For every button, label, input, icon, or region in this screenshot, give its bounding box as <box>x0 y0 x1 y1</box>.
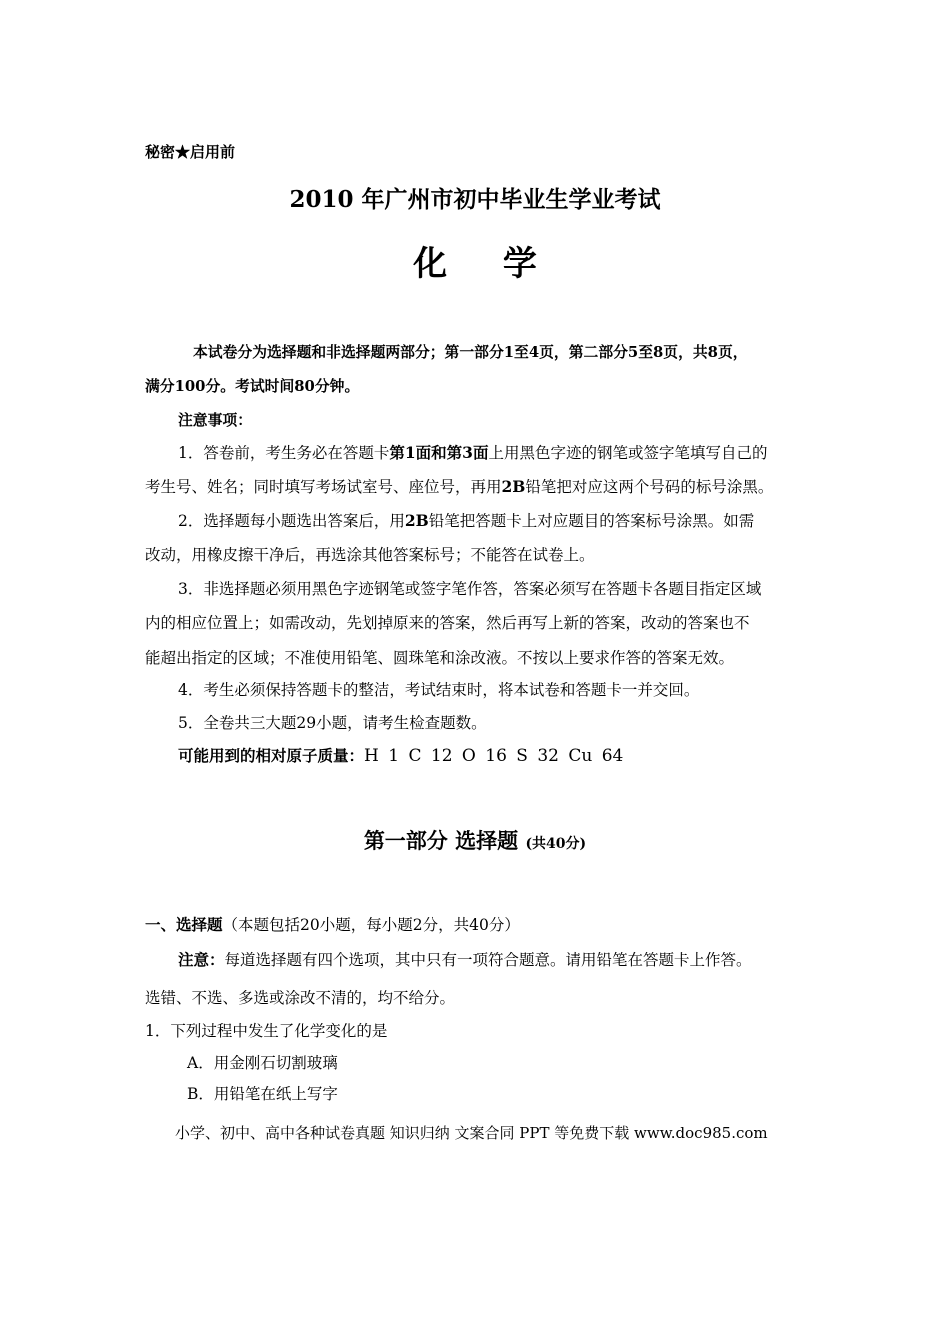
section-1-label: 一、选择题 <box>145 915 223 934</box>
part-1-points: (共40分) <box>525 836 587 852</box>
notice-heading: 注意事项： <box>178 412 252 429</box>
notice-item-2 <box>178 511 754 531</box>
page-footer: 小学、初中、高中各种试卷真题 知识归纳 文案合同 PPT 等免费下载 www.doc985.com <box>175 1124 768 1142</box>
note1-line2-pre: 考生号、姓名；同时填写考场试室号、座位号，再用 <box>145 478 502 496</box>
note2-text-pre: 2．选择题每小题选出答案后，用 <box>178 512 405 530</box>
notice-item-3-cont: 内的相应位置上；如需改动，先划掉原来的答案，然后再写上新的答案，改动的答案也不 <box>145 614 750 632</box>
note2-text-post: 铅笔把答题卡上对应题目的答案标号涂黑。如需 <box>428 512 755 530</box>
question-1-option-a: A．用金刚石切割玻璃 <box>187 1054 338 1072</box>
notice-item-4: 4．考生必须保持答题卡的整洁，考试结束时，将本试卷和答题卡一并交回。 <box>178 681 700 699</box>
exam-title: 2010 年广州市初中毕业生学业考试 <box>289 186 661 213</box>
intro-line-1: 本试卷分为选择题和非选择题两部分；第一部分1至4页，第二部分5至8页，共8页， <box>193 344 748 361</box>
notice-item-2-cont: 改动，用橡皮擦干净后，再选涂其他答案标号；不能答在试卷上。 <box>145 546 595 564</box>
notice-item-3: 3．非选择题必须用黑色字迹钢笔或签字笔作答，答案必须写在答题卡各题目指定区域 <box>178 580 762 598</box>
section-1-desc: （本题包括20小题，每小题2分，共40分） <box>222 916 520 934</box>
notice-item-1 <box>178 443 767 463</box>
notice-item-3-cont-2: 能超出指定的区域；不准使用铅笔、圆珠笔和涂改液。不按以上要求作答的答案无效。 <box>145 649 735 667</box>
atomic-masses <box>178 746 623 766</box>
note1-text-post: 上用黑色字迹的钢笔或签字笔填写自己的 <box>488 444 768 462</box>
part-1-title <box>0 828 950 857</box>
part-1-title-text: 第一部分 选择题 <box>363 828 526 853</box>
question-1-option-b: B．用铅笔在纸上写字 <box>187 1085 338 1103</box>
atomic-masses-values: H 1 C 12 O 16 S 32 Cu 64 <box>364 746 624 766</box>
attention-text: 每道选择题有四个选项，其中只有一项符合题意。请用铅笔在答题卡上作答。 <box>224 951 752 969</box>
atomic-masses-label: 可能用到的相对原子质量： <box>178 746 365 765</box>
notice-item-5: 5．全卷共三大题29小题，请考生检查题数。 <box>178 714 487 732</box>
section-1-heading <box>145 915 520 935</box>
confidential-mark: 秘密★启用前 <box>145 143 236 161</box>
subject-title: 化 学 <box>413 244 559 284</box>
note1-line2-bold: 2B <box>501 477 526 496</box>
section-1-attention-cont: 选错、不选、多选或涂改不清的，均不给分。 <box>145 989 456 1007</box>
question-1-stem: 1．下列过程中发生了化学变化的是 <box>145 1022 388 1040</box>
section-1-attention <box>178 950 752 970</box>
attention-label: 注意： <box>178 950 225 969</box>
note1-text-bold: 第1面和第3面 <box>389 443 489 462</box>
intro-line-2: 满分100分。考试时间80分钟。 <box>145 378 360 395</box>
note1-line2-post: 铅笔把对应这两个号码的标号涂黑。 <box>525 478 774 496</box>
note1-text-pre: 1．答卷前，考生务必在答题卡 <box>178 444 390 462</box>
notice-item-1-cont <box>145 477 773 497</box>
note2-text-bold: 2B <box>404 511 429 530</box>
